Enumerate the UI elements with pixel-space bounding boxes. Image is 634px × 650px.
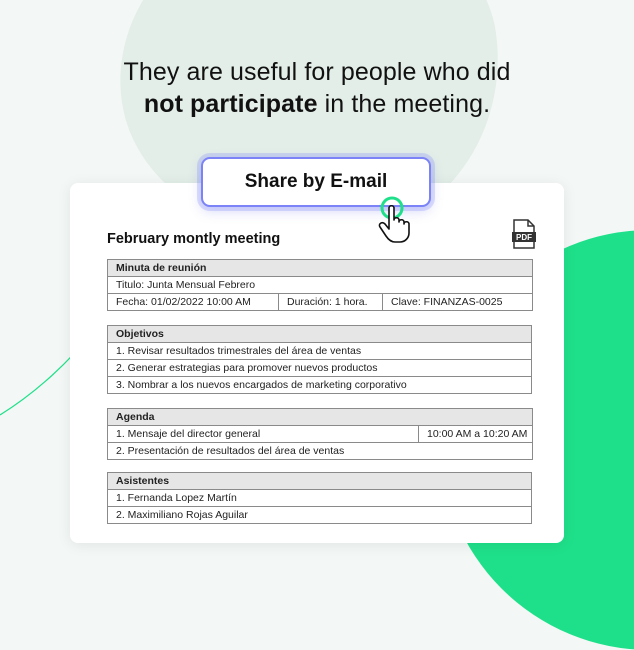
list-item: 2. Generar estrategias para promover nuevos productos <box>108 360 532 377</box>
agenda-header: Agenda <box>108 409 533 426</box>
table-row <box>108 343 532 360</box>
agenda-item-text: 2. Presentación de resultados del área de ventas <box>108 443 533 460</box>
agenda-table <box>107 408 533 460</box>
minuta-duracion: Duración: 1 hora. <box>279 294 383 311</box>
asistentes-table <box>107 472 532 524</box>
minuta-clave: Clave: FINANZAS-0025 <box>383 294 533 311</box>
headline <box>0 56 634 120</box>
headline-line-2 <box>0 88 634 120</box>
pdf-icon-label: PDF <box>516 233 532 242</box>
pdf-download-icon[interactable] <box>511 219 537 249</box>
list-item: 1. Fernanda Lopez Martín <box>108 490 532 507</box>
headline-bold: not participate <box>143 90 318 118</box>
headline-line-1: They are useful for people who did <box>123 58 511 86</box>
minuta-titulo: Titulo: Junta Mensual Febrero <box>108 277 533 294</box>
table-row <box>108 507 532 524</box>
table-row <box>108 490 532 507</box>
table-row <box>108 426 533 443</box>
share-button-label: Share by E-mail <box>244 171 388 192</box>
table-row <box>108 377 532 394</box>
headline-rest: in the meeting. <box>317 90 491 118</box>
document-title: February montly meeting <box>107 231 281 247</box>
list-item: 3. Nombrar a los nuevos encargados de marketing corporativo <box>108 377 532 394</box>
minuta-table <box>107 259 533 311</box>
asistentes-header: Asistentes <box>108 473 532 490</box>
minuta-header: Minuta de reunión <box>108 260 533 277</box>
minuta-fecha: Fecha: 01/02/2022 10:00 AM <box>108 294 279 311</box>
agenda-item-text: 1. Mensaje del director general <box>108 426 419 443</box>
objetivos-header: Objetivos <box>108 326 532 343</box>
table-row <box>108 360 532 377</box>
objetivos-table <box>107 325 532 394</box>
table-row <box>108 443 533 460</box>
agenda-item-time: 10:00 AM a 10:20 AM <box>419 426 533 443</box>
list-item: 1. Revisar resultados trimestrales del área de ventas <box>108 343 532 360</box>
list-item: 2. Maximiliano Rojas Aguilar <box>108 507 532 524</box>
hand-pointer-icon <box>374 196 416 244</box>
